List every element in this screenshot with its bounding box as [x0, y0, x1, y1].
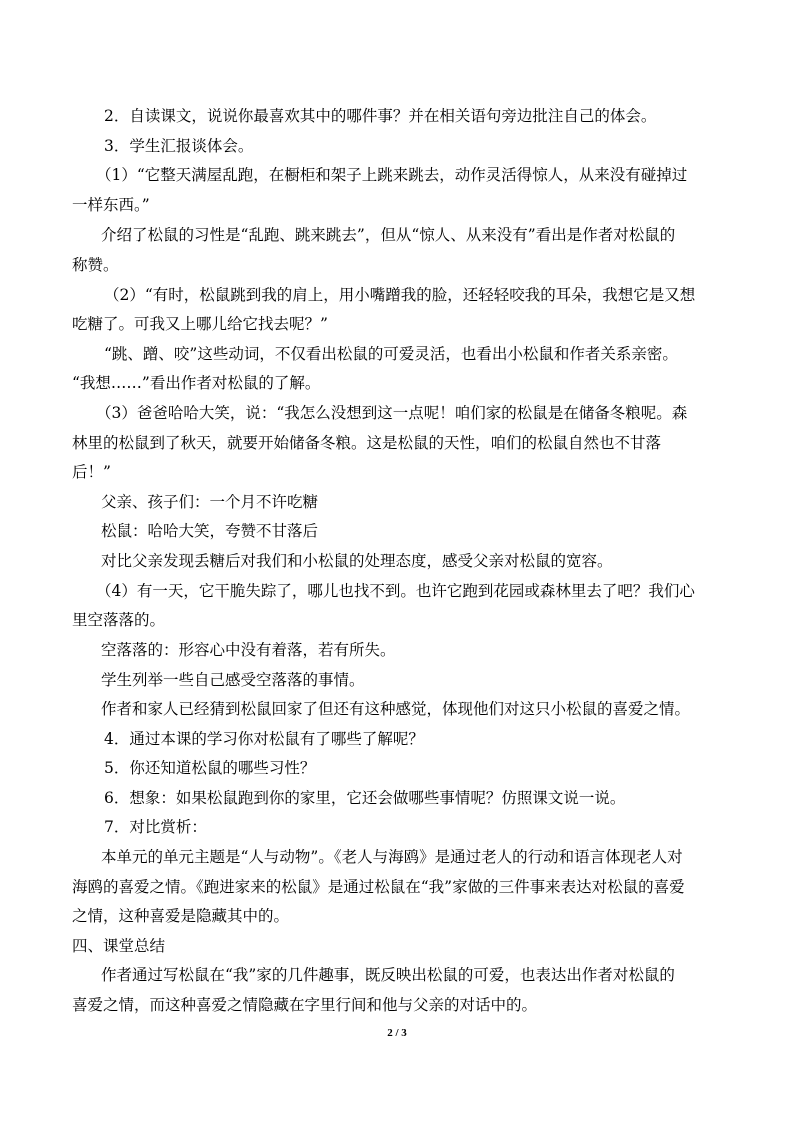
text-line: 里空落落的。	[72, 611, 166, 629]
text-line: 称赞。	[72, 256, 119, 274]
text-line: 作者和家人已经猜到松鼠回家了但还有这种感觉，体现他们对这只小松鼠的喜爱之情。	[101, 700, 691, 718]
text-line: 学生列举一些自己感受空落落的事情。	[101, 671, 365, 689]
text-line: 介绍了松鼠的习性是“乱跑、跳来跳去”，但从“惊人、从来没有”看出是作者对松鼠的	[101, 226, 676, 244]
text-line: （1）“它整天满屋乱跑，在橱柜和架子上跳来跳去，动作灵活得惊人，从来没有碰掉过	[96, 166, 688, 184]
text-line: 之情，这种喜爱是隐藏其中的。	[72, 907, 290, 925]
text-line: “跳、蹭、咬”这些动词，不仅看出松鼠的可爱灵活，也看出小松鼠和作者关系亲密。	[104, 345, 678, 363]
text-line: 2．自读课文，说说你最喜欢其中的哪件事？并在相关语句旁边批注自己的体会。	[104, 107, 657, 125]
text-line: “我想……”看出作者对松鼠的了解。	[72, 374, 321, 392]
text-line: 父亲、孩子们：一个月不许吃糖	[101, 493, 319, 511]
text-line: 7．对比赏析：	[104, 818, 207, 836]
text-line: 林里的松鼠到了秋天，就要开始储备冬粮。这是松鼠的天性，咱们的松鼠自然也不甘落	[72, 434, 662, 452]
text-line: （2）“有时，松鼠跳到我的肩上，用小嘴蹭我的脸，还轻轻咬我的耳朵，我想它是又想	[104, 286, 696, 304]
section-heading: 四、课堂总结	[72, 937, 166, 955]
text-line: 本单元的单元主题是“人与动物”。《老人与海鸥》是通过老人的行动和语言体现老人对	[101, 848, 683, 866]
text-line: 喜爱之情，而这种喜爱之情隐藏在字里行间和他与父亲的对话中的。	[72, 996, 538, 1014]
text-line: 3．学生汇报谈体会。	[104, 137, 254, 155]
text-line: 作者通过写松鼠在“我”家的几件趣事，既反映出松鼠的可爱，也表达出作者对松鼠的	[101, 966, 675, 984]
text-line: 对比父亲发现丢糖后对我们和小松鼠的处理态度，感受父亲对松鼠的宽容。	[101, 552, 613, 570]
text-line: 吃糖了。可我又上哪儿给它找去呢？”	[72, 315, 328, 333]
text-line: （4）有一天，它干脆失踪了，哪儿也找不到。也许它跑到花园或森林里去了吧？我们心	[96, 582, 695, 600]
text-line: 后！”	[72, 463, 111, 481]
text-line: 一样东西。”	[72, 196, 150, 214]
page-number: 2 / 3	[387, 1027, 407, 1039]
text-line: 松鼠：哈哈大笑，夸赞不甘落后	[101, 522, 319, 540]
text-line: 海鸥的喜爱之情。《跑进家来的松鼠》是通过松鼠在“我”家做的三件事来表达对松鼠的喜爱	[72, 878, 685, 896]
text-line: （3）爸爸哈哈大笑，说：“我怎么没想到这一点呢！咱们家的松鼠是在储备冬粮呢。森	[96, 404, 688, 422]
text-line: 空落落的：形容心中没有着落，若有所失。	[101, 641, 396, 659]
text-line: 5．你还知道松鼠的哪些习性？	[104, 759, 316, 777]
text-line: 4．通过本课的学习你对松鼠有了哪些了解呢？	[104, 730, 424, 748]
text-line: 6．想象：如果松鼠跑到你的家里，它还会做哪些事情呢？仿照课文说一说。	[104, 789, 626, 807]
